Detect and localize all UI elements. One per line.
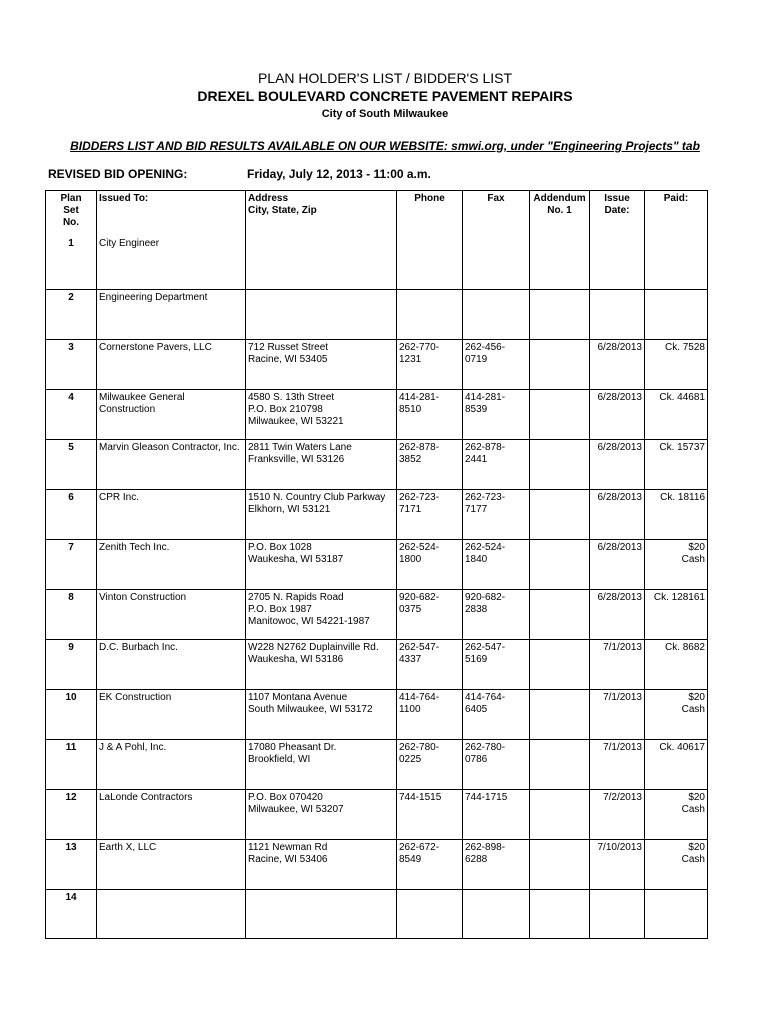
phone-cell: 744-1515 <box>397 790 463 840</box>
address-cell: 17080 Pheasant Dr. Brookfield, WI <box>246 740 397 790</box>
plan-holders-table <box>45 190 708 939</box>
address-cell: 2705 N. Rapids Road P.O. Box 1987 Manitowoc, WI 54221-1987 <box>246 590 397 640</box>
phone-cell: 414-764-1100 <box>397 690 463 740</box>
revised-bid-opening-date: Friday, July 12, 2013 - 11:00 a.m. <box>247 167 431 181</box>
col-addendum: Addendum No. 1 <box>530 191 590 237</box>
plan-set-no-cell: 5 <box>46 440 97 490</box>
plan-set-no-cell: 7 <box>46 540 97 590</box>
col-phone: Phone <box>397 191 463 237</box>
plan-set-no-cell: 9 <box>46 640 97 690</box>
issued-to-cell: Engineering Department <box>97 290 246 340</box>
table-row <box>46 440 708 490</box>
issue-date-cell: 7/1/2013 <box>590 690 645 740</box>
fax-cell: 920-682-2838 <box>463 590 530 640</box>
fax-cell: 414-764-6405 <box>463 690 530 740</box>
address-cell: 1510 N. Country Club Parkway Elkhorn, WI 53121 <box>246 490 397 540</box>
phone-cell <box>397 290 463 340</box>
paid-cell: Ck. 128161 <box>645 590 708 640</box>
paid-cell <box>645 890 708 939</box>
plan-set-no-cell: 6 <box>46 490 97 540</box>
addendum-cell <box>530 890 590 939</box>
plan-set-no-cell: 11 <box>46 740 97 790</box>
plan-set-no-cell: 10 <box>46 690 97 740</box>
table-row <box>46 290 708 340</box>
issue-date-cell: 6/28/2013 <box>590 590 645 640</box>
issued-to-cell: Earth X, LLC <box>97 840 246 890</box>
issue-date-cell <box>590 890 645 939</box>
addendum-cell <box>530 590 590 640</box>
phone-cell: 262-878-3852 <box>397 440 463 490</box>
fax-cell: 262-898-6288 <box>463 840 530 890</box>
issued-to-cell: Zenith Tech Inc. <box>97 540 246 590</box>
paid-cell <box>645 236 708 290</box>
plan-set-no-cell: 14 <box>46 890 97 939</box>
paid-cell: $20 Cash <box>645 790 708 840</box>
table-row <box>46 490 708 540</box>
issued-to-cell: Cornerstone Pavers, LLC <box>97 340 246 390</box>
issue-date-cell: 6/28/2013 <box>590 440 645 490</box>
issued-to-cell: CPR Inc. <box>97 490 246 540</box>
address-cell: 4580 S. 13th Street P.O. Box 210798 Milwaukee, WI 53221 <box>246 390 397 440</box>
issue-date-cell <box>590 290 645 340</box>
issued-to-cell: Vinton Construction <box>97 590 246 640</box>
col-plan-set-no: Plan Set No. <box>46 191 97 237</box>
issue-date-cell: 7/10/2013 <box>590 840 645 890</box>
address-cell: P.O. Box 1028 Waukesha, WI 53187 <box>246 540 397 590</box>
address-cell <box>246 236 397 290</box>
address-cell: P.O. Box 070420 Milwaukee, WI 53207 <box>246 790 397 840</box>
table-row <box>46 890 708 939</box>
fax-cell: 262-456-0719 <box>463 340 530 390</box>
table-row <box>46 640 708 690</box>
issued-to-cell: City Engineer <box>97 236 246 290</box>
paid-cell: Ck. 7528 <box>645 340 708 390</box>
plan-set-no-cell: 3 <box>46 340 97 390</box>
issued-to-cell: D.C. Burbach Inc. <box>97 640 246 690</box>
address-cell: 712 Russet Street Racine, WI 53405 <box>246 340 397 390</box>
paid-cell: $20 Cash <box>645 690 708 740</box>
paid-cell: $20 Cash <box>645 540 708 590</box>
col-paid: Paid: <box>645 191 708 237</box>
addendum-cell <box>530 840 590 890</box>
table-row <box>46 790 708 840</box>
page-title: PLAN HOLDER'S LIST / BIDDER'S LIST <box>257 70 513 86</box>
plan-set-no-cell: 4 <box>46 390 97 440</box>
addendum-cell <box>530 740 590 790</box>
col-issued-to: Issued To: <box>97 191 246 237</box>
table-row <box>46 740 708 790</box>
revised-bid-opening-label: REVISED BID OPENING: <box>48 167 188 181</box>
phone-cell: 262-524-1800 <box>397 540 463 590</box>
phone-cell: 920-682-0375 <box>397 590 463 640</box>
phone-cell <box>397 236 463 290</box>
addendum-cell <box>530 690 590 740</box>
address-cell: 2811 Twin Waters Lane Franksville, WI 53126 <box>246 440 397 490</box>
address-cell <box>246 890 397 939</box>
issued-to-cell: Marvin Gleason Contractor, Inc. <box>97 440 246 490</box>
fax-cell: 262-878-2441 <box>463 440 530 490</box>
table-row <box>46 390 708 440</box>
issued-to-cell: EK Construction <box>97 690 246 740</box>
paid-cell: $20 Cash <box>645 840 708 890</box>
table-header-row <box>46 191 708 237</box>
city-name: City of South Milwaukee <box>321 108 449 120</box>
fax-cell: 262-723-7177 <box>463 490 530 540</box>
plan-set-no-cell: 2 <box>46 290 97 340</box>
issue-date-cell: 6/28/2013 <box>590 390 645 440</box>
issue-date-cell: 6/28/2013 <box>590 490 645 540</box>
issued-to-cell: J & A Pohl, Inc. <box>97 740 246 790</box>
issue-date-cell: 7/2/2013 <box>590 790 645 840</box>
paid-cell: Ck. 44681 <box>645 390 708 440</box>
table-row <box>46 690 708 740</box>
plan-set-no-cell: 8 <box>46 590 97 640</box>
paid-cell <box>645 290 708 340</box>
paid-cell: Ck. 40617 <box>645 740 708 790</box>
plan-set-no-cell: 13 <box>46 840 97 890</box>
fax-cell <box>463 236 530 290</box>
address-cell: W228 N2762 Duplainville Rd. Waukesha, WI 53186 <box>246 640 397 690</box>
project-title: DREXEL BOULEVARD CONCRETE PAVEMENT REPAIRS <box>197 88 573 104</box>
issue-date-cell <box>590 236 645 290</box>
col-issue-date: Issue Date: <box>590 191 645 237</box>
phone-cell <box>397 890 463 939</box>
addendum-cell <box>530 390 590 440</box>
paid-cell: Ck. 18116 <box>645 490 708 540</box>
phone-cell: 262-547-4337 <box>397 640 463 690</box>
col-fax: Fax <box>463 191 530 237</box>
phone-cell: 262-780-0225 <box>397 740 463 790</box>
fax-cell: 744-1715 <box>463 790 530 840</box>
phone-cell: 262-723-7171 <box>397 490 463 540</box>
phone-cell: 262-770-1231 <box>397 340 463 390</box>
addendum-cell <box>530 440 590 490</box>
issue-date-cell: 7/1/2013 <box>590 740 645 790</box>
table-row <box>46 840 708 890</box>
fax-cell: 262-780-0786 <box>463 740 530 790</box>
paid-cell: Ck. 8682 <box>645 640 708 690</box>
fax-cell <box>463 890 530 939</box>
issue-date-cell: 7/1/2013 <box>590 640 645 690</box>
plan-set-no-cell: 1 <box>46 236 97 290</box>
issued-to-cell: Milwaukee General Construction <box>97 390 246 440</box>
addendum-cell <box>530 236 590 290</box>
plan-set-no-cell: 12 <box>46 790 97 840</box>
col-address: Address City, State, Zip <box>246 191 397 237</box>
addendum-cell <box>530 790 590 840</box>
addendum-cell <box>530 340 590 390</box>
addendum-cell <box>530 540 590 590</box>
fax-cell: 262-524-1840 <box>463 540 530 590</box>
issue-date-cell: 6/28/2013 <box>590 540 645 590</box>
fax-cell: 414-281-8539 <box>463 390 530 440</box>
addendum-cell <box>530 490 590 540</box>
addendum-cell <box>530 290 590 340</box>
paid-cell: Ck. 15737 <box>645 440 708 490</box>
table-row <box>46 590 708 640</box>
website-notice: BIDDERS LIST AND BID RESULTS AVAILABLE ON OUR WEBSITE: smwi.org, under "Engineering Projects" tab <box>70 139 700 153</box>
table-row <box>46 236 708 290</box>
table-row <box>46 340 708 390</box>
fax-cell <box>463 290 530 340</box>
fax-cell: 262-547-5169 <box>463 640 530 690</box>
address-cell: 1107 Montana Avenue South Milwaukee, WI 53172 <box>246 690 397 740</box>
table-row <box>46 540 708 590</box>
issue-date-cell: 6/28/2013 <box>590 340 645 390</box>
address-cell: 1121 Newman Rd Racine, WI 53406 <box>246 840 397 890</box>
addendum-cell <box>530 640 590 690</box>
issued-to-cell: LaLonde Contractors <box>97 790 246 840</box>
address-cell <box>246 290 397 340</box>
issued-to-cell <box>97 890 246 939</box>
phone-cell: 262-672-8549 <box>397 840 463 890</box>
phone-cell: 414-281-8510 <box>397 390 463 440</box>
